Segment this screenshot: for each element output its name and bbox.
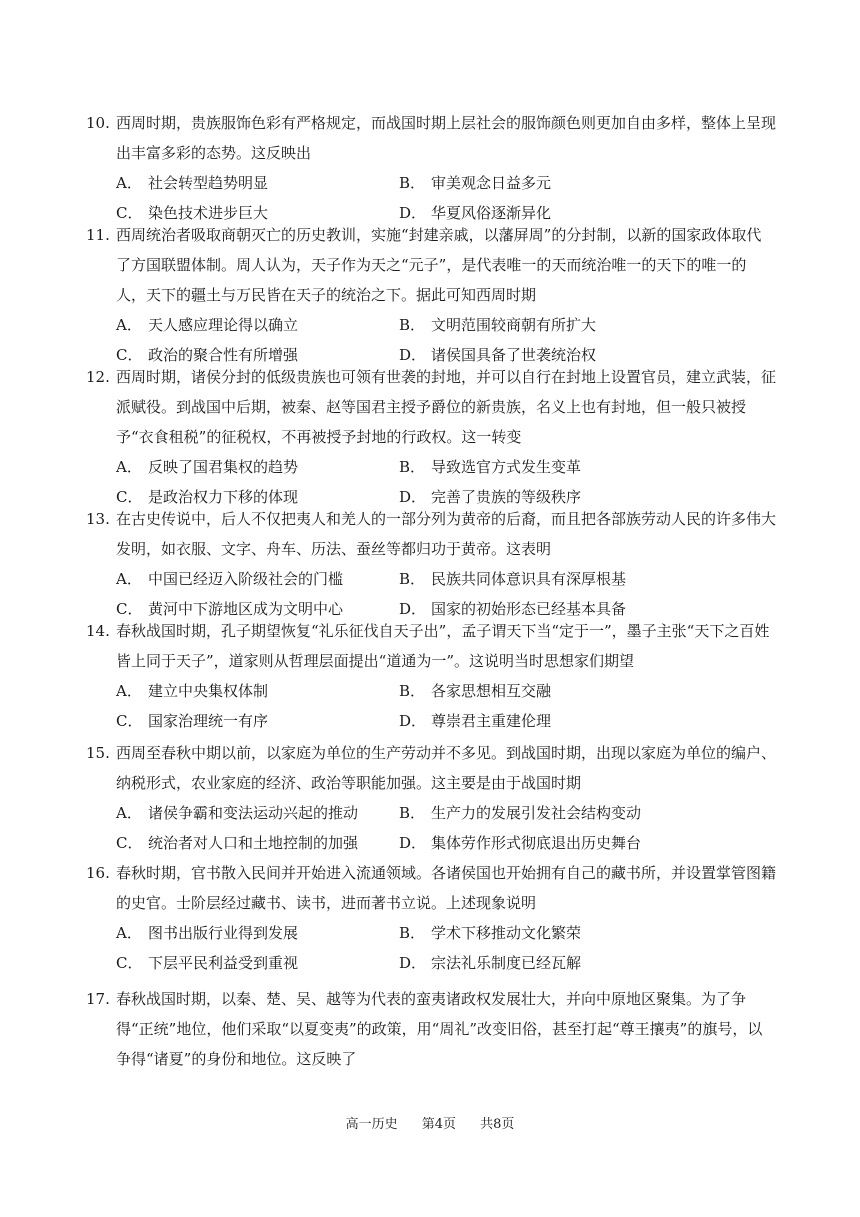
option-b [399, 168, 682, 198]
option-letter: C． [116, 954, 143, 972]
option-letter: C． [116, 600, 143, 618]
option-text: 国家治理统一有序 [148, 712, 269, 730]
option-b [399, 564, 682, 594]
option-b [399, 918, 682, 948]
question-text: 西周统治者吸取商朝灭亡的历史教训，实施“封建亲戚，以藩屏周”的分封制，以新的国家政体取代了方国联盟体制。周人认为，天子作为天之“元子”，是代表唯一的天而统治唯一的天下的唯一的人，天下的疆土与万民皆在天子的统治之下。据此可知西周时期 [116, 226, 762, 304]
page-footer [0, 1113, 860, 1132]
option-text: 反映了国君集权的趋势 [148, 458, 299, 476]
question-stem [86, 616, 776, 676]
footer-page-number: 第4页 [421, 1117, 456, 1132]
option-letter: D． [399, 834, 427, 852]
options-block [86, 564, 776, 624]
option-text: 集体劳作形式彻底退出历史舞台 [431, 834, 642, 852]
option-a [116, 798, 399, 828]
option-letter: B． [399, 174, 426, 192]
option-a [116, 564, 399, 594]
option-d [399, 706, 682, 736]
question-stem [86, 858, 776, 918]
question-number: 13. [86, 510, 110, 528]
option-text: 天人感应理论得以确立 [148, 316, 299, 334]
question-stem [86, 984, 776, 1074]
question-10 [86, 108, 776, 228]
option-letter: D． [399, 954, 427, 972]
question-text: 春秋时期，官书散入民间并开始进入流通领域。各诸侯国也开始拥有自己的藏书所，并设置掌管图籍的史官。士阶层经过藏书、读书，进而著书立说。上述现象说明 [116, 864, 777, 912]
option-text: 文明范围较商朝有所扩大 [431, 316, 597, 334]
option-text: 宗法礼乐制度已经瓦解 [431, 954, 582, 972]
option-d [399, 948, 682, 978]
option-letter: B． [399, 924, 426, 942]
option-letter: C． [116, 712, 143, 730]
option-text: 诸侯国具备了世袭统治权 [431, 346, 597, 364]
question-stem [86, 220, 776, 310]
option-letter: A． [116, 458, 142, 476]
question-text: 在古史传说中，后人不仅把夷人和羌人的一部分列为黄帝的后裔，而且把各部族劳动人民的许多伟大发明，如衣服、文字、舟车、历法、蚕丝等都归功于黄帝。这表明 [116, 510, 777, 558]
option-b [399, 798, 682, 828]
option-d [399, 828, 682, 858]
option-letter: B． [399, 316, 426, 334]
options-block [86, 168, 776, 228]
option-text: 国家的初始形态已经基本具备 [431, 600, 627, 618]
option-text: 导致选官方式发生变革 [431, 458, 582, 476]
option-letter: C． [116, 488, 143, 506]
question-number: 12. [86, 368, 110, 386]
option-a [116, 168, 399, 198]
question-13 [86, 504, 776, 624]
option-a [116, 676, 399, 706]
option-a [116, 310, 399, 340]
question-stem [86, 362, 776, 452]
question-text: 西周时期，诸侯分封的低级贵族也可领有世袭的封地，并可以自行在封地上设置官员，建立武装，征派赋役。到战国中后期，被秦、赵等国君主授予爵位的新贵族，名义上也有封地，但一般只被授予“衣食租税”的征税权，不再被授予封地的行政权。这一转变 [116, 368, 777, 446]
option-letter: A． [116, 682, 142, 700]
question-12 [86, 362, 776, 512]
option-text: 黄河中下游地区成为文明中心 [148, 600, 344, 618]
option-text: 审美观念日益多元 [431, 174, 552, 192]
option-text: 下层平民利益受到重视 [148, 954, 299, 972]
option-text: 社会转型趋势明显 [148, 174, 269, 192]
footer-subject: 高一历史 [345, 1117, 398, 1132]
option-letter: C． [116, 834, 143, 852]
question-stem [86, 738, 776, 798]
option-letter: A． [116, 570, 142, 588]
option-letter: A． [116, 174, 142, 192]
question-text: 西周时期，贵族服饰色彩有严格规定，而战国时期上层社会的服饰颜色则更加自由多样，整体上呈现出丰富多彩的态势。这反映出 [116, 114, 777, 162]
option-text: 是政治权力下移的体现 [148, 488, 299, 506]
option-text: 学术下移推动文化繁荣 [431, 924, 582, 942]
option-letter: D． [399, 204, 427, 222]
question-number: 17. [86, 990, 110, 1008]
options-block [86, 676, 776, 736]
option-b [399, 676, 682, 706]
options-block [86, 918, 776, 978]
options-block [86, 452, 776, 512]
question-stem [86, 504, 776, 564]
option-text: 民族共同体意识具有深厚根基 [431, 570, 627, 588]
question-17 [86, 984, 776, 1074]
option-text: 政治的聚合性有所增强 [148, 346, 299, 364]
option-letter: B． [399, 682, 426, 700]
option-b [399, 452, 682, 482]
question-text: 春秋战国时期，以秦、楚、吴、越等为代表的蛮夷诸政权发展壮大，并向中原地区聚集。为了争得“正统”地位，他们采取“以夏变夷”的政策，用“周礼”改变旧俗，甚至打起“尊王攘夷”的旗号，以争得“诸夏”的身份和地位。这反映了 [116, 990, 763, 1068]
question-11 [86, 220, 776, 370]
option-letter: A． [116, 924, 142, 942]
option-text: 诸侯争霸和变法运动兴起的推动 [148, 804, 359, 822]
option-letter: D． [399, 600, 427, 618]
option-text: 统治者对人口和土地控制的加强 [148, 834, 359, 852]
option-letter: D． [399, 346, 427, 364]
option-letter: C． [116, 204, 143, 222]
option-letter: D． [399, 488, 427, 506]
option-letter: C． [116, 346, 143, 364]
options-block [86, 310, 776, 370]
option-text: 尊崇君主重建伦理 [431, 712, 552, 730]
option-text: 完善了贵族的等级秩序 [431, 488, 582, 506]
question-15 [86, 738, 776, 858]
footer-total-pages: 共8页 [480, 1117, 515, 1132]
option-c [116, 948, 399, 978]
option-c [116, 828, 399, 858]
option-c [116, 706, 399, 736]
question-number: 10. [86, 114, 110, 132]
option-letter: D． [399, 712, 427, 730]
option-text: 华夏风俗逐渐异化 [431, 204, 552, 222]
option-letter: A． [116, 316, 142, 334]
option-letter: B． [399, 458, 426, 476]
question-14 [86, 616, 776, 736]
option-letter: B． [399, 804, 426, 822]
question-number: 15. [86, 744, 110, 762]
option-text: 染色技术进步巨大 [148, 204, 269, 222]
option-a [116, 452, 399, 482]
option-letter: A． [116, 804, 142, 822]
question-number: 14. [86, 622, 110, 640]
options-block [86, 798, 776, 858]
option-text: 生产力的发展引发社会结构变动 [431, 804, 642, 822]
option-letter: B． [399, 570, 426, 588]
option-text: 中国已经迈入阶级社会的门槛 [148, 570, 344, 588]
option-text: 图书出版行业得到发展 [148, 924, 299, 942]
question-number: 11. [86, 226, 110, 244]
question-number: 16. [86, 864, 110, 882]
option-text: 建立中央集权体制 [148, 682, 269, 700]
question-stem [86, 108, 776, 168]
question-text: 春秋战国时期，孔子期望恢复“礼乐征伐自天子出”，孟子谓天下当“定于一”，墨子主张“天下之百姓皆上同于天子”，道家则从哲理层面提出“道通为一”。这说明当时思想家们期望 [116, 622, 770, 670]
option-a [116, 918, 399, 948]
question-16 [86, 858, 776, 978]
option-text: 各家思想相互交融 [431, 682, 552, 700]
question-text: 西周至春秋中期以前，以家庭为单位的生产劳动并不多见。到战国时期，出现以家庭为单位的编户、纳税形式，农业家庭的经济、政治等职能加强。这主要是由于战国时期 [116, 744, 777, 792]
option-b [399, 310, 682, 340]
